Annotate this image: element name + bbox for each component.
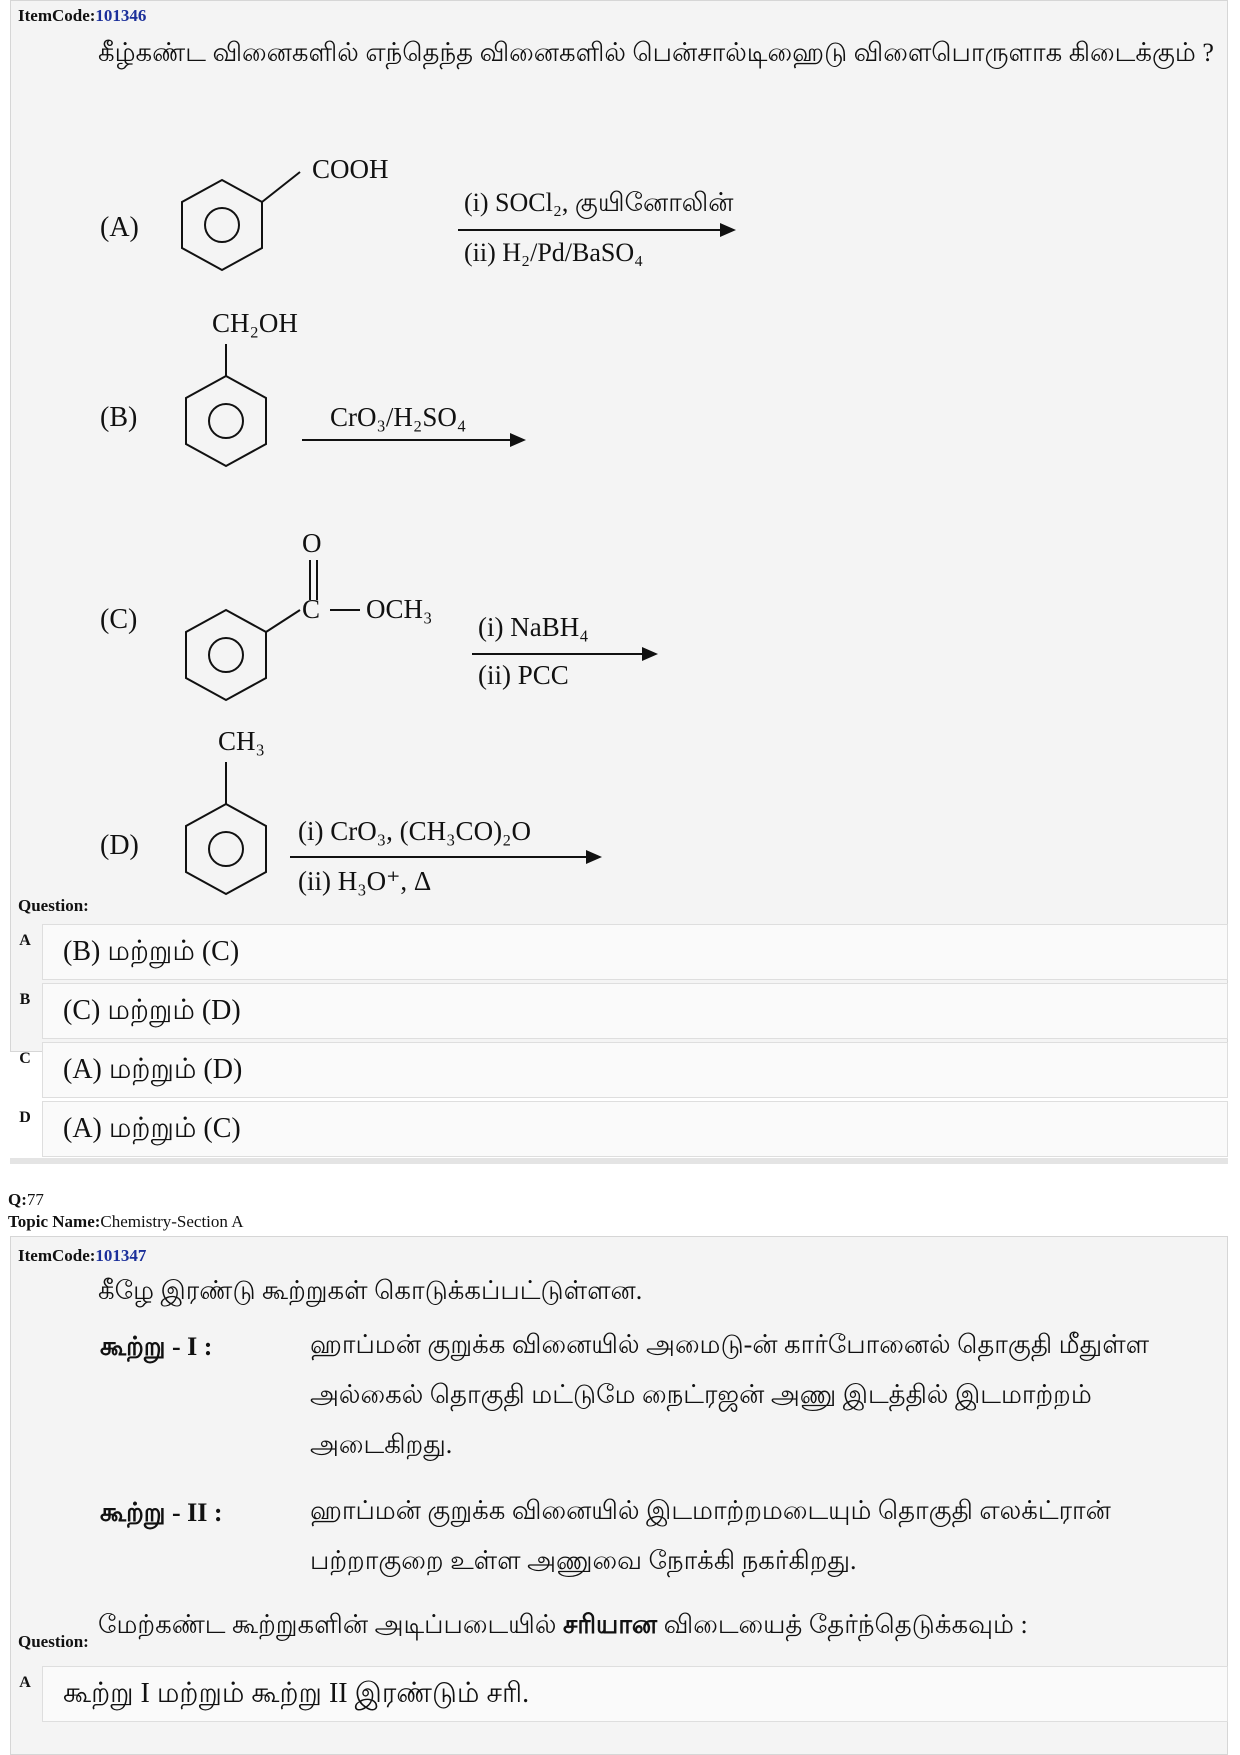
- reagent-c-top: (i) NaBH₄: [478, 612, 589, 642]
- option-letter: A: [19, 1674, 31, 1691]
- option-text: (A) மற்றும் (C): [42, 1101, 1228, 1157]
- benzene-ring-b: [164, 340, 294, 490]
- benzene-ring-d: [164, 762, 294, 922]
- instruction-text: [98, 1600, 1028, 1650]
- reagent-a-bottom: (ii) H₂/Pd/BaSO₄: [464, 238, 644, 267]
- question-number: 77: [26, 1190, 44, 1209]
- topic-label: Topic Name:: [8, 1212, 101, 1231]
- item-code-label: ItemCode:: [18, 1246, 96, 1265]
- question-label-2: Question:: [18, 1632, 89, 1651]
- option-text: (B) மற்றும் (C): [42, 924, 1228, 980]
- reaction-d-label: (D): [100, 830, 139, 861]
- benzene-ring-c: [164, 530, 364, 730]
- arrow-b: [302, 430, 532, 450]
- arrow-a: [458, 220, 738, 240]
- reaction-c-label: (C): [100, 604, 138, 635]
- item-code-value: 101347: [95, 1246, 147, 1265]
- reaction-a-label: (A): [100, 212, 139, 243]
- statement-2-text: ஹாப்மன் குறுக்க வினையில் இடமாற்றமடையும் தொகுதி எலக்ட்ரான் பற்றாகுறை உள்ள அணுவை நோக்கி நகர்கிறது.: [310, 1496, 1111, 1575]
- substituent-ch2oh: CH₂OH: [212, 308, 298, 338]
- question-text: கீழ்கண்ட வினைகளில் எந்தெந்த வினைகளில் பென்சால்டிஹைடு விளைபொருளாக கிடைக்கும் ?: [98, 38, 1214, 67]
- option-letter: B: [19, 991, 31, 1008]
- option-b[interactable]: [10, 983, 1228, 1039]
- benzene-ring-a: [160, 160, 310, 300]
- question-intro: கீழே இரண்டு கூற்றுகள் கொடுக்கப்பட்டுள்ளன.: [98, 1276, 643, 1305]
- panel-bottom-edge: [10, 1158, 1228, 1164]
- substituent-carbonyl-c: C: [302, 594, 321, 624]
- option-text: (C) மற்றும் (D): [42, 983, 1228, 1039]
- reagent-b-top: CrO₃/H₂SO₄: [330, 402, 467, 432]
- instruction-bold: சரியான: [562, 1610, 658, 1639]
- option-text: (A) மற்றும் (D): [42, 1042, 1228, 1098]
- question-label: Question:: [18, 896, 89, 915]
- option-letter: D: [19, 1109, 31, 1126]
- option-c[interactable]: [10, 1042, 1228, 1098]
- reagent-c-bottom: (ii) PCC: [478, 660, 569, 690]
- statement-1-text: ஹாப்மன் குறுக்க வினையில் அமைடு-ன் கார்போனைல் தொகுதி மீதுள்ள அல்கைல் தொகுதி மட்டுமே நைட்ரஜன் அணு இடத்தில் இடமாற்றம் அடைகிறது.: [310, 1330, 1150, 1459]
- substituent-och3: OCH₃: [366, 594, 433, 624]
- topic-row: [8, 1212, 243, 1232]
- item-code-label: ItemCode:: [18, 6, 96, 25]
- instruction-post: விடையைத் தேர்ந்தெடுக்கவும் :: [657, 1610, 1028, 1639]
- reagent-d-top: (i) CrO₃, (CH₃CO)₂O: [298, 816, 531, 846]
- option-letter: A: [19, 932, 31, 949]
- topic-value: Chemistry-Section A: [100, 1212, 244, 1231]
- reaction-b-label: (B): [100, 402, 138, 433]
- substituent-ch3: CH₃: [218, 726, 265, 756]
- statement-1-label: கூற்று - I :: [100, 1332, 213, 1361]
- item-code-value: 101346: [95, 6, 147, 25]
- option-a[interactable]: [10, 924, 1228, 980]
- question-number-label: Q:: [8, 1190, 27, 1209]
- option-letter: C: [19, 1050, 31, 1067]
- statement-2-label: கூற்று - II :: [100, 1498, 223, 1527]
- reagent-d-bottom: (ii) H₃O⁺, Δ: [298, 866, 432, 896]
- item-code-row-2: [18, 1246, 146, 1266]
- option-d[interactable]: [10, 1101, 1228, 1157]
- instruction-pre: மேற்கண்ட கூற்றுகளின் அடிப்படையில்: [98, 1610, 563, 1639]
- arrow-d: [290, 847, 610, 867]
- substituent-carbonyl-o: O: [302, 528, 322, 558]
- option-text: கூற்று I மற்றும் கூற்று II இரண்டும் சரி.: [42, 1666, 1228, 1722]
- substituent-cooh: COOH: [312, 154, 389, 184]
- item-code-row: [18, 6, 146, 26]
- question-number-row: [8, 1190, 44, 1210]
- option-a-2[interactable]: [10, 1666, 1228, 1722]
- reagent-a-top: (i) SOCl₂, குயினோலின்: [464, 188, 734, 217]
